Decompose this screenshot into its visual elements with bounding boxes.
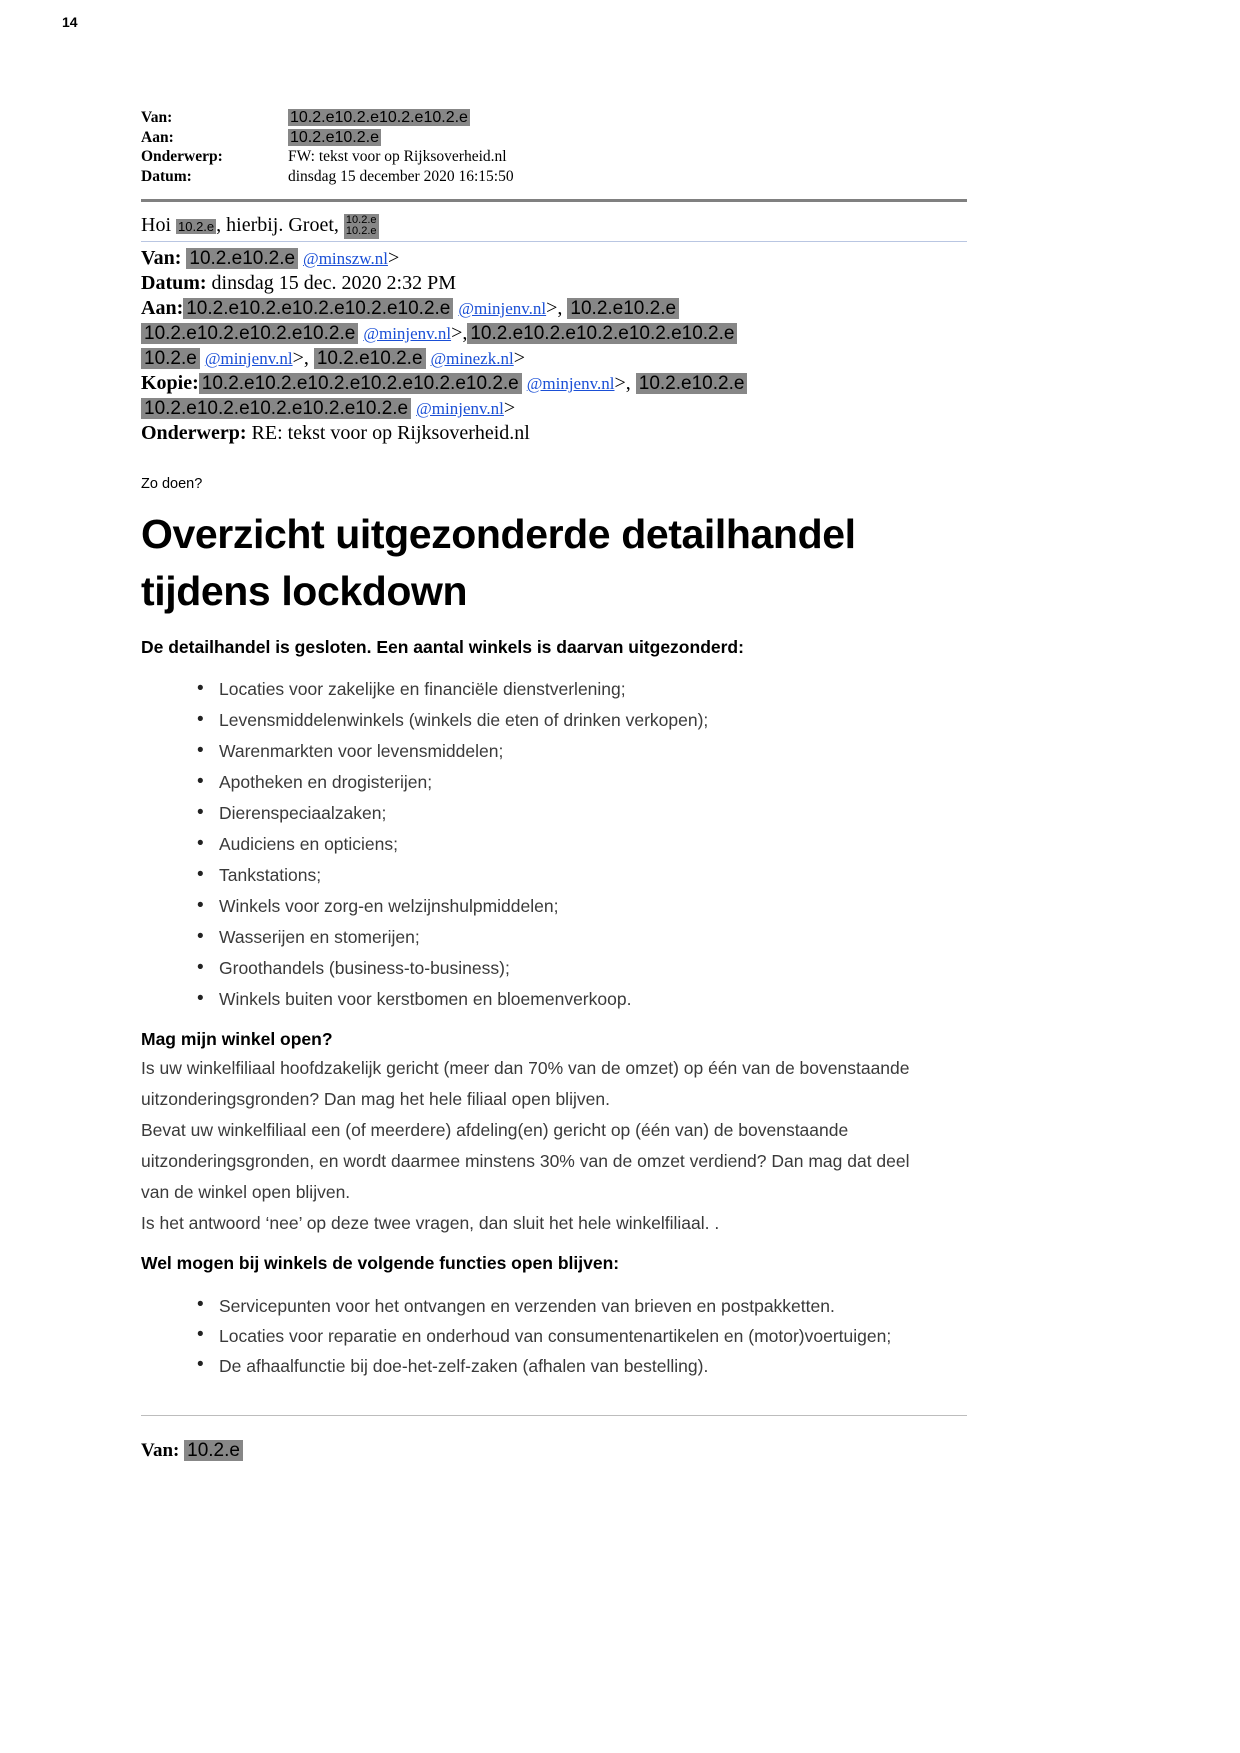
signature-line-2: 10.2.e	[345, 225, 377, 238]
mail-domain-link[interactable]: @minjenv.nl	[458, 299, 547, 318]
greeting-line	[141, 213, 1071, 239]
quoted-to-line-2	[141, 321, 1071, 346]
email-header-row-onderwerp	[141, 147, 1071, 167]
email-header-row-van	[141, 108, 1071, 128]
email-header-label-onderwerp: Onderwerp:	[141, 148, 223, 165]
list-item: • Apotheken en drogisterijen;	[197, 767, 1071, 798]
angle-bracket: >,	[451, 322, 468, 344]
list-item: • Warenmarkten voor levensmiddelen;	[197, 736, 1071, 767]
email-header-label-van: Van:	[141, 109, 173, 126]
quoted-to-line-3	[141, 346, 1071, 371]
lead-paragraph: De detailhandel is gesloten. Een aantal winkels is daarvan uitgezonderd:	[141, 637, 744, 657]
angle-bracket: >	[503, 397, 516, 419]
angle-bracket: >	[513, 347, 525, 369]
heading-shop-open: Mag mijn winkel open?	[141, 1029, 333, 1049]
greeting-middle: , hierbij. Groet,	[216, 214, 339, 236]
footer-divider	[141, 1415, 967, 1416]
email-header-row-aan	[141, 128, 1071, 148]
email-header-value-van	[288, 108, 470, 128]
list-item: • Groothandels (business-to-business);	[197, 953, 1071, 984]
page-number: 14	[62, 14, 78, 30]
email-header-value-aan	[288, 128, 381, 148]
exempt-shops-list	[141, 674, 1071, 1015]
paragraph-30-percent: Bevat uw winkelfiliaal een (of meerdere) afdeling(en) gericht op (één van) de bovenstaande uitzonderingsgronden, en wordt daarmee minstens 30% van de omzet verdiend? Dan mag dat deel van de winkel open blijven.	[141, 1120, 910, 1202]
quoted-date-value: dinsdag 15 dec. 2020 2:32 PM	[211, 272, 456, 294]
redaction-mask-signature	[344, 214, 379, 239]
redaction-mask-cc-1: 10.2.e10.2.e10.2.e10.2.e10.2.e10.2.e	[199, 373, 522, 394]
redaction-mask: 10.2.e10.2.e	[290, 128, 379, 146]
redaction-mask-to-2: 10.2.e10.2.e	[567, 298, 679, 319]
list-item: • Locaties voor reparatie en onderhoud van consumentenartikelen en (motor)voertuigen;	[197, 1321, 1071, 1351]
redaction-mask-footer: 10.2.e	[184, 1440, 243, 1461]
list-item: • Audiciens en opticiens;	[197, 829, 1071, 860]
angle-bracket: >,	[292, 347, 309, 369]
redaction-mask-to-3: 10.2.e10.2.e10.2.e10.2.e	[141, 323, 358, 344]
email-header-value-onderwerp: FW: tekst voor op Rijksoverheid.nl	[288, 148, 507, 165]
list-item: • Levensmiddelenwinkels (winkels die eten of drinken verkopen);	[197, 705, 1071, 736]
redaction-mask: 10.2.e10.2.e10.2.e10.2.e	[290, 109, 468, 126]
redaction-mask-greeting: 10.2.e	[178, 219, 215, 234]
paragraph-answer-no: Is het antwoord ‘nee’ op deze twee vragen, dan sluit het hele winkelfiliaal. .	[141, 1213, 720, 1233]
list-item: • Servicepunten voor het ontvangen en verzenden van brieven en postpakketten.	[197, 1291, 1071, 1321]
email-header-label-aan: Aan:	[141, 128, 174, 146]
email-header-block	[141, 108, 1071, 186]
email-header-value-datum: dinsdag 15 december 2020 16:15:50	[288, 167, 514, 185]
quoted-cc-line-1	[141, 371, 1071, 396]
quote-divider	[141, 241, 967, 242]
list-item: • Winkels voor zorg-en welzijnshulpmiddelen;	[197, 891, 1071, 922]
quoted-from-label: Van:	[141, 247, 182, 269]
quoted-from-line	[141, 246, 1071, 271]
intro-note: Zo doen?	[141, 476, 203, 492]
redaction-mask-from: 10.2.e10.2.e	[186, 248, 298, 269]
list-item: • De afhaalfunctie bij doe-het-zelf-zaken (afhalen van bestelling).	[197, 1351, 1071, 1381]
paragraph-70-percent: Is uw winkelfiliaal hoofdzakelijk gericht (meer dan 70% van de omzet) op één van de bovenstaande uitzonderingsgronden? Dan mag het hele filiaal open blijven.	[141, 1058, 910, 1109]
redaction-mask-to-5: 10.2.e	[141, 348, 200, 369]
quoted-subject-label: Onderwerp:	[141, 422, 247, 444]
mail-domain-link[interactable]: @minjenv.nl	[526, 374, 615, 393]
angle-bracket: >,	[546, 297, 563, 319]
list-item: • Locaties voor zakelijke en financiële dienstverlening;	[197, 674, 1071, 705]
redaction-mask-to-1: 10.2.e10.2.e10.2.e10.2.e10.2.e	[183, 298, 453, 319]
redaction-mask-cc-3: 10.2.e10.2.e10.2.e10.2.e10.2.e	[141, 398, 411, 419]
redaction-mask-cc-2: 10.2.e10.2.e	[636, 373, 748, 394]
mail-domain-link[interactable]: @minjenv.nl	[363, 324, 452, 343]
angle-bracket: >,	[614, 372, 631, 394]
page-title: Overzicht uitgezonderde detailhandel tijdens lockdown	[141, 511, 856, 614]
signature-line-1: 10.2.e	[345, 213, 377, 226]
allowed-functions-list	[141, 1291, 1071, 1381]
angle-bracket: >	[387, 247, 400, 269]
quoted-to-label: Aan:	[141, 297, 184, 319]
mail-domain-link[interactable]: @minjenv.nl	[204, 349, 293, 368]
quoted-cc-line-2	[141, 396, 1071, 421]
heading-allowed-functions: Wel mogen bij winkels de volgende functies open blijven:	[141, 1253, 620, 1273]
redaction-mask-to-6: 10.2.e10.2.e	[314, 348, 426, 369]
greeting-prefix: Hoi	[141, 214, 171, 236]
email-header-row-datum	[141, 167, 1071, 187]
mail-domain-link[interactable]: @minezk.nl	[430, 349, 514, 368]
list-item: • Dierenspeciaalzaken;	[197, 798, 1071, 829]
footer-from-label: Van:	[141, 1440, 180, 1461]
redaction-mask-to-4: 10.2.e10.2.e10.2.e10.2.e10.2.e	[467, 323, 737, 344]
email-header-label-datum: Datum:	[141, 167, 192, 185]
header-divider	[141, 199, 967, 202]
quoted-date-label: Datum:	[141, 272, 207, 294]
quoted-cc-label: Kopie:	[141, 372, 199, 394]
mail-domain-link[interactable]: @minjenv.nl	[416, 399, 504, 418]
quoted-subject-value: RE: tekst voor op Rijksoverheid.nl	[251, 422, 530, 444]
page-content	[141, 108, 1071, 1462]
footer-from-line	[141, 1440, 1071, 1462]
list-item: • Winkels buiten voor kerstbomen en bloemenverkoop.	[197, 984, 1071, 1015]
quoted-message-block	[141, 213, 1071, 446]
quoted-subject-line	[141, 421, 1071, 446]
list-item: • Tankstations;	[197, 860, 1071, 891]
quoted-date-line	[141, 271, 1071, 296]
list-item: • Wasserijen en stomerijen;	[197, 922, 1071, 953]
quoted-to-line-1	[141, 296, 1071, 321]
mail-domain-link[interactable]: @minszw.nl	[303, 249, 388, 268]
